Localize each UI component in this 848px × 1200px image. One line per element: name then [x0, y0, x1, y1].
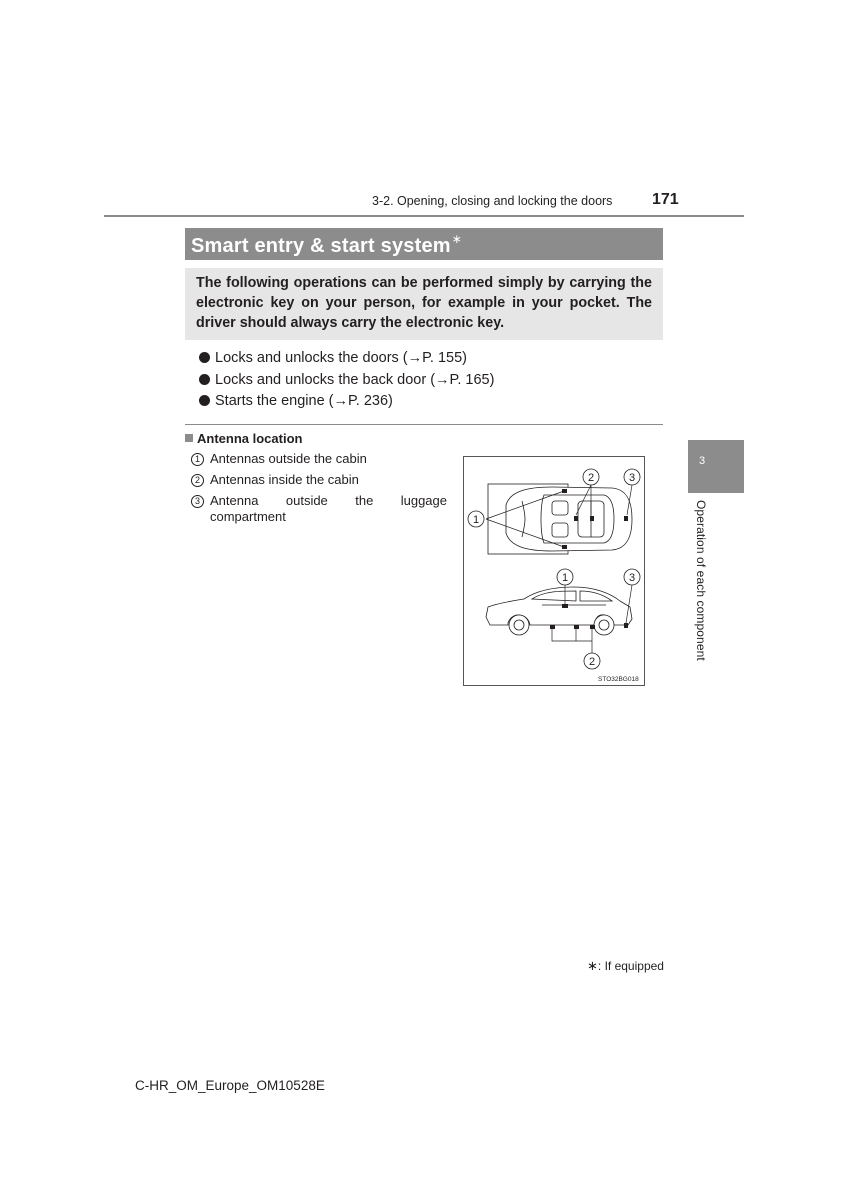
intro-text: The following operations can be performed simply by carrying the electronic key on your person, for example in your pocket. The driver should always carry the electronic key.	[196, 275, 652, 331]
list-item	[199, 370, 494, 392]
intro-box	[185, 268, 663, 340]
antenna-list	[191, 451, 447, 530]
list-item-text: Locks and unlocks the back door (→P. 165)	[215, 371, 495, 388]
list-item-text: Antennas inside the cabin	[210, 472, 359, 487]
list-item	[191, 451, 447, 467]
callout-label: 3	[628, 472, 636, 484]
footnote	[587, 958, 664, 974]
callout-label: 2	[588, 656, 596, 668]
callout-label: 2	[587, 472, 595, 484]
section-title-text: Smart entry & start system	[191, 235, 451, 257]
list-item-text: Antennas outside the cabin	[210, 451, 367, 466]
equipped-marker: ∗	[451, 232, 463, 246]
callout-label: 1	[472, 514, 480, 526]
page-number: 171	[652, 191, 679, 208]
list-item	[199, 348, 494, 370]
footnote-symbol: ∗	[587, 958, 598, 973]
list-item-text: Starts the engine (→P. 236)	[215, 393, 393, 409]
callout-label: 3	[628, 572, 636, 584]
car-antenna-diagram	[464, 457, 644, 685]
footnote-text: : If equipped	[597, 959, 664, 973]
antenna-location-figure	[463, 456, 645, 686]
chapter-title: Operation of each component	[694, 500, 708, 661]
section-title	[191, 232, 462, 258]
chapter-number: 3	[699, 455, 706, 467]
bullet-icon	[199, 395, 210, 406]
section-divider	[185, 424, 663, 425]
list-item-text: Locks and unlocks the doors (→P. 155)	[215, 350, 468, 366]
list-item	[199, 391, 494, 413]
list-item	[191, 493, 447, 525]
circled-number: 1	[191, 453, 204, 466]
subsection-heading	[185, 431, 302, 446]
list-item-text: Antenna outside the luggage compartment	[210, 493, 447, 524]
document-footer: C-HR_OM_Europe_OM10528E	[135, 1078, 325, 1093]
callout-label: 1	[561, 572, 569, 584]
chapter-tab	[688, 440, 744, 493]
subsection-heading-text: Antenna location	[197, 431, 303, 446]
circled-number: 3	[191, 495, 204, 508]
running-header-section: 3-2. Opening, closing and locking the doors	[372, 194, 613, 208]
header-rule	[104, 215, 744, 217]
square-bullet-icon	[185, 434, 193, 442]
bullet-icon	[199, 374, 210, 385]
car-side-view	[486, 587, 632, 635]
feature-list	[199, 348, 494, 413]
circled-number: 2	[191, 474, 204, 487]
car-top-view	[488, 484, 632, 554]
figure-code: STO32BG018	[598, 676, 639, 683]
list-item	[191, 472, 447, 488]
section-title-bar	[185, 228, 663, 260]
bullet-icon	[199, 352, 210, 363]
